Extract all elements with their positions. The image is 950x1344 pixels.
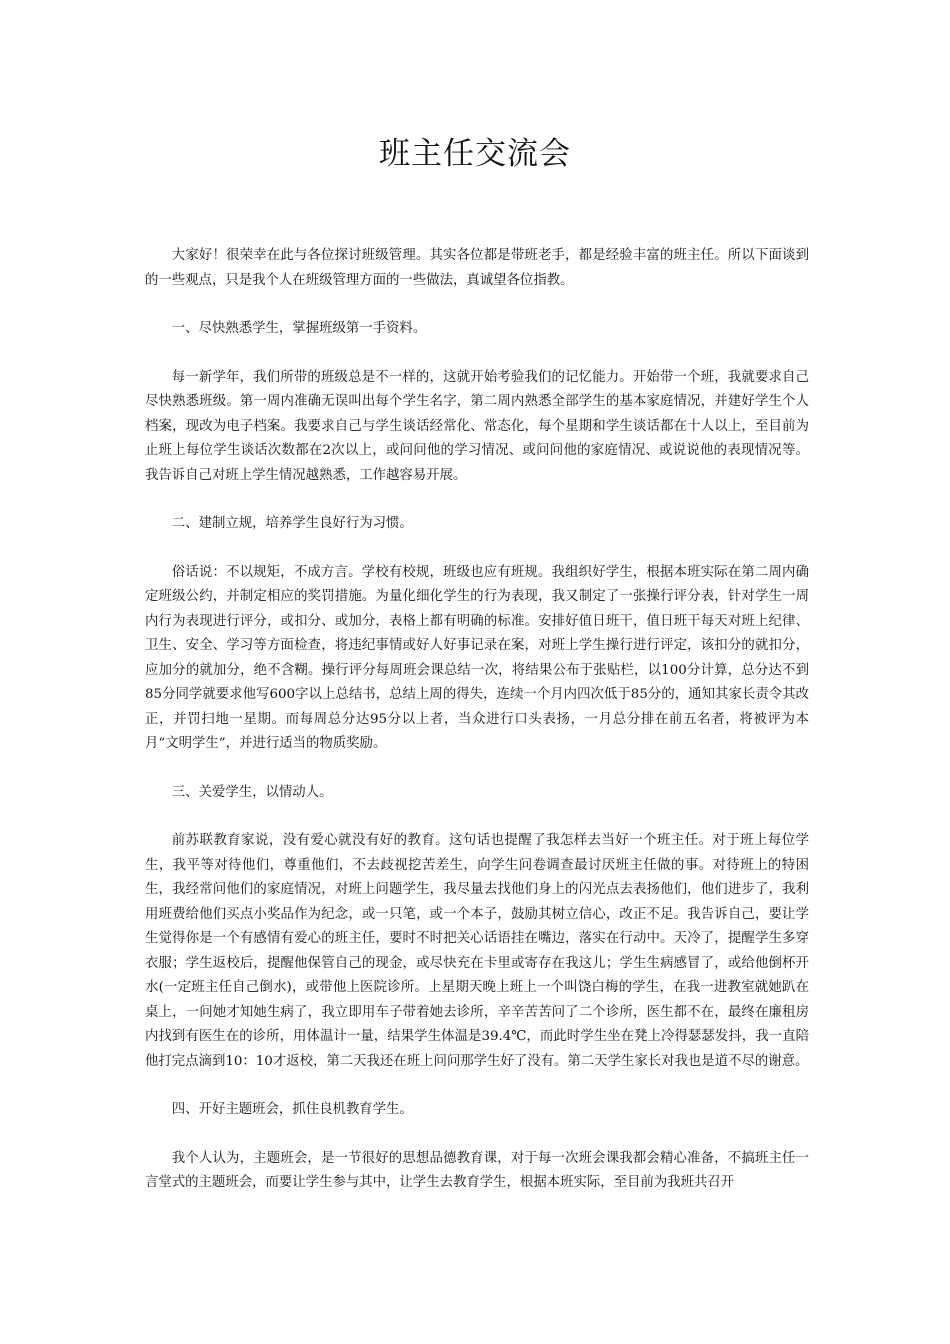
spacer <box>145 757 809 781</box>
document-body <box>145 244 809 1196</box>
intro-paragraph: 大家好！很荣幸在此与各位探讨班级管理。其实各位都是带班老手，都是经验丰富的班主任。所以下面谈到的一些观点，只是我个人在班级管理方面的一些做法，真诚望各位指教。 <box>145 248 809 288</box>
section4-heading: 四、开好主题班会，抓住良机教育学生。 <box>171 1102 413 1117</box>
spacer <box>145 805 809 829</box>
spacer <box>145 537 809 561</box>
section3-paragraph: 前苏联教育家说，没有爱心就没有好的教育。这句话也提醒了我怎样去当好一个班主任。对于班上每位学生，我平等对待他们，尊重他们，不去歧视挖苦差生，向学生问卷调查最讨厌班主任做的事。对待班上的特困生，我经常问他们的家庭情况，对班上问题学生，我尽量去找他们身上的闪光点去表扬他们，他们进步了，我利用班费给他们买点小奖品作为纪念，或一只笔，或一个本子，鼓励其树立信心，改正不足。我告诉自己，要让学生觉得你是一个有感情有爱心的班主任，要时不时把关心话语挂在嘴边，落实在行动中。天冷了，提醒学生多穿衣服；学生返校后，提醒他保管自己的现金，或尽快充在卡里或寄存在我这儿；学生生病感冒了，或给他倒杯开水(一定班主任自己倒水)，或带他上医院诊所。上星期天晚上班上一个叫饶白梅的学生，在我一进教室就她趴在桌上，一问她才知她生病了，我立即用车子带着她去诊所，辛辛苦苦问了二个诊所，医生都不在，最终在廉租房内找到有医生在的诊所，用体温计一量，结果学生体温是39.4℃，而此时学生坐在凳上冷得瑟瑟发抖，我一直陪他打完点滴到10：10才返校，第二天我还在班上问问那学生好了没有。第二天学生家长对我也是道不尽的谢意。 <box>145 833 809 1069</box>
section1-heading: 一、尽快熟悉学生，掌握班级第一手资料。 <box>171 321 427 336</box>
section2-paragraph: 俗话说：不以规矩，不成方言。学校有校规，班级也应有班规。我组织好学生，根据本班实际在第二周内确定班级公约，并制定相应的奖罚措施。为量化细化学生的行为表现，我又制定了一张操行评分表，针对学生一周内行为表现进行评分，或扣分、或加分，表格上都有明确的标准。安排好值日班干，值日班干每天对班上纪律、卫生、安全、学习等方面检查，将违纪事情或好人好事记录在案，对班上学生操行进行评定，该扣分的就扣分，应加分的就加分，绝不含糊。操行评分每周班会课总结一次，将结果公布于张贴栏，以100分计算，总分达不到85分同学就要求他写600字以上总结书，总结上周的得失，连续一个月内四次低于85分的，通知其家长责令其改正，并罚扫地一星期。而每周总分达95分以上者，当众进行口头表扬，一月总分排在前五名者，将被评为本月“文明学生”，并进行适当的物质奖励。 <box>145 564 809 751</box>
section2-heading: 二、建制立规，培养学生良好行为习惯。 <box>171 516 413 531</box>
spacer <box>145 1123 809 1147</box>
document-title: 班主任交流会 <box>379 136 571 172</box>
section4-paragraph: 我个人认为，主题班会，是一节很好的思想品德教育课，对于每一次班会课我都会精心准备，不搞班主任一言堂式的主题班会，而要让学生参与其中，让学生去教育学生，根据本班实际，至目前为我班共召开 <box>145 1150 809 1190</box>
spacer <box>145 1074 809 1098</box>
section3-heading: 三、关爱学生，以情动人。 <box>171 784 333 800</box>
spacer <box>145 488 809 512</box>
section1-paragraph: 每一新学年，我们所带的班级总是不一样的，这就开始考验我们的记忆能力。开始带一个班，我就要求自己尽快熟悉班级。第一周内准确无误叫出每个学生名字，第二周内熟悉全部学生的基本家庭情况，并建好学生个人档案，现改为电子档案。我要求自己与学生谈话经常化、常态化，每个星期和学生谈话都在十人以上，至目前为止班上每位学生谈话次数都在2次以上，或问问他的学习情况、或问问他的家庭情况、或说说他的表现情况等。我告诉自己对班上学生情况越熟悉，工作越容易开展。 <box>145 369 809 483</box>
spacer <box>145 342 809 366</box>
spacer <box>145 293 809 317</box>
